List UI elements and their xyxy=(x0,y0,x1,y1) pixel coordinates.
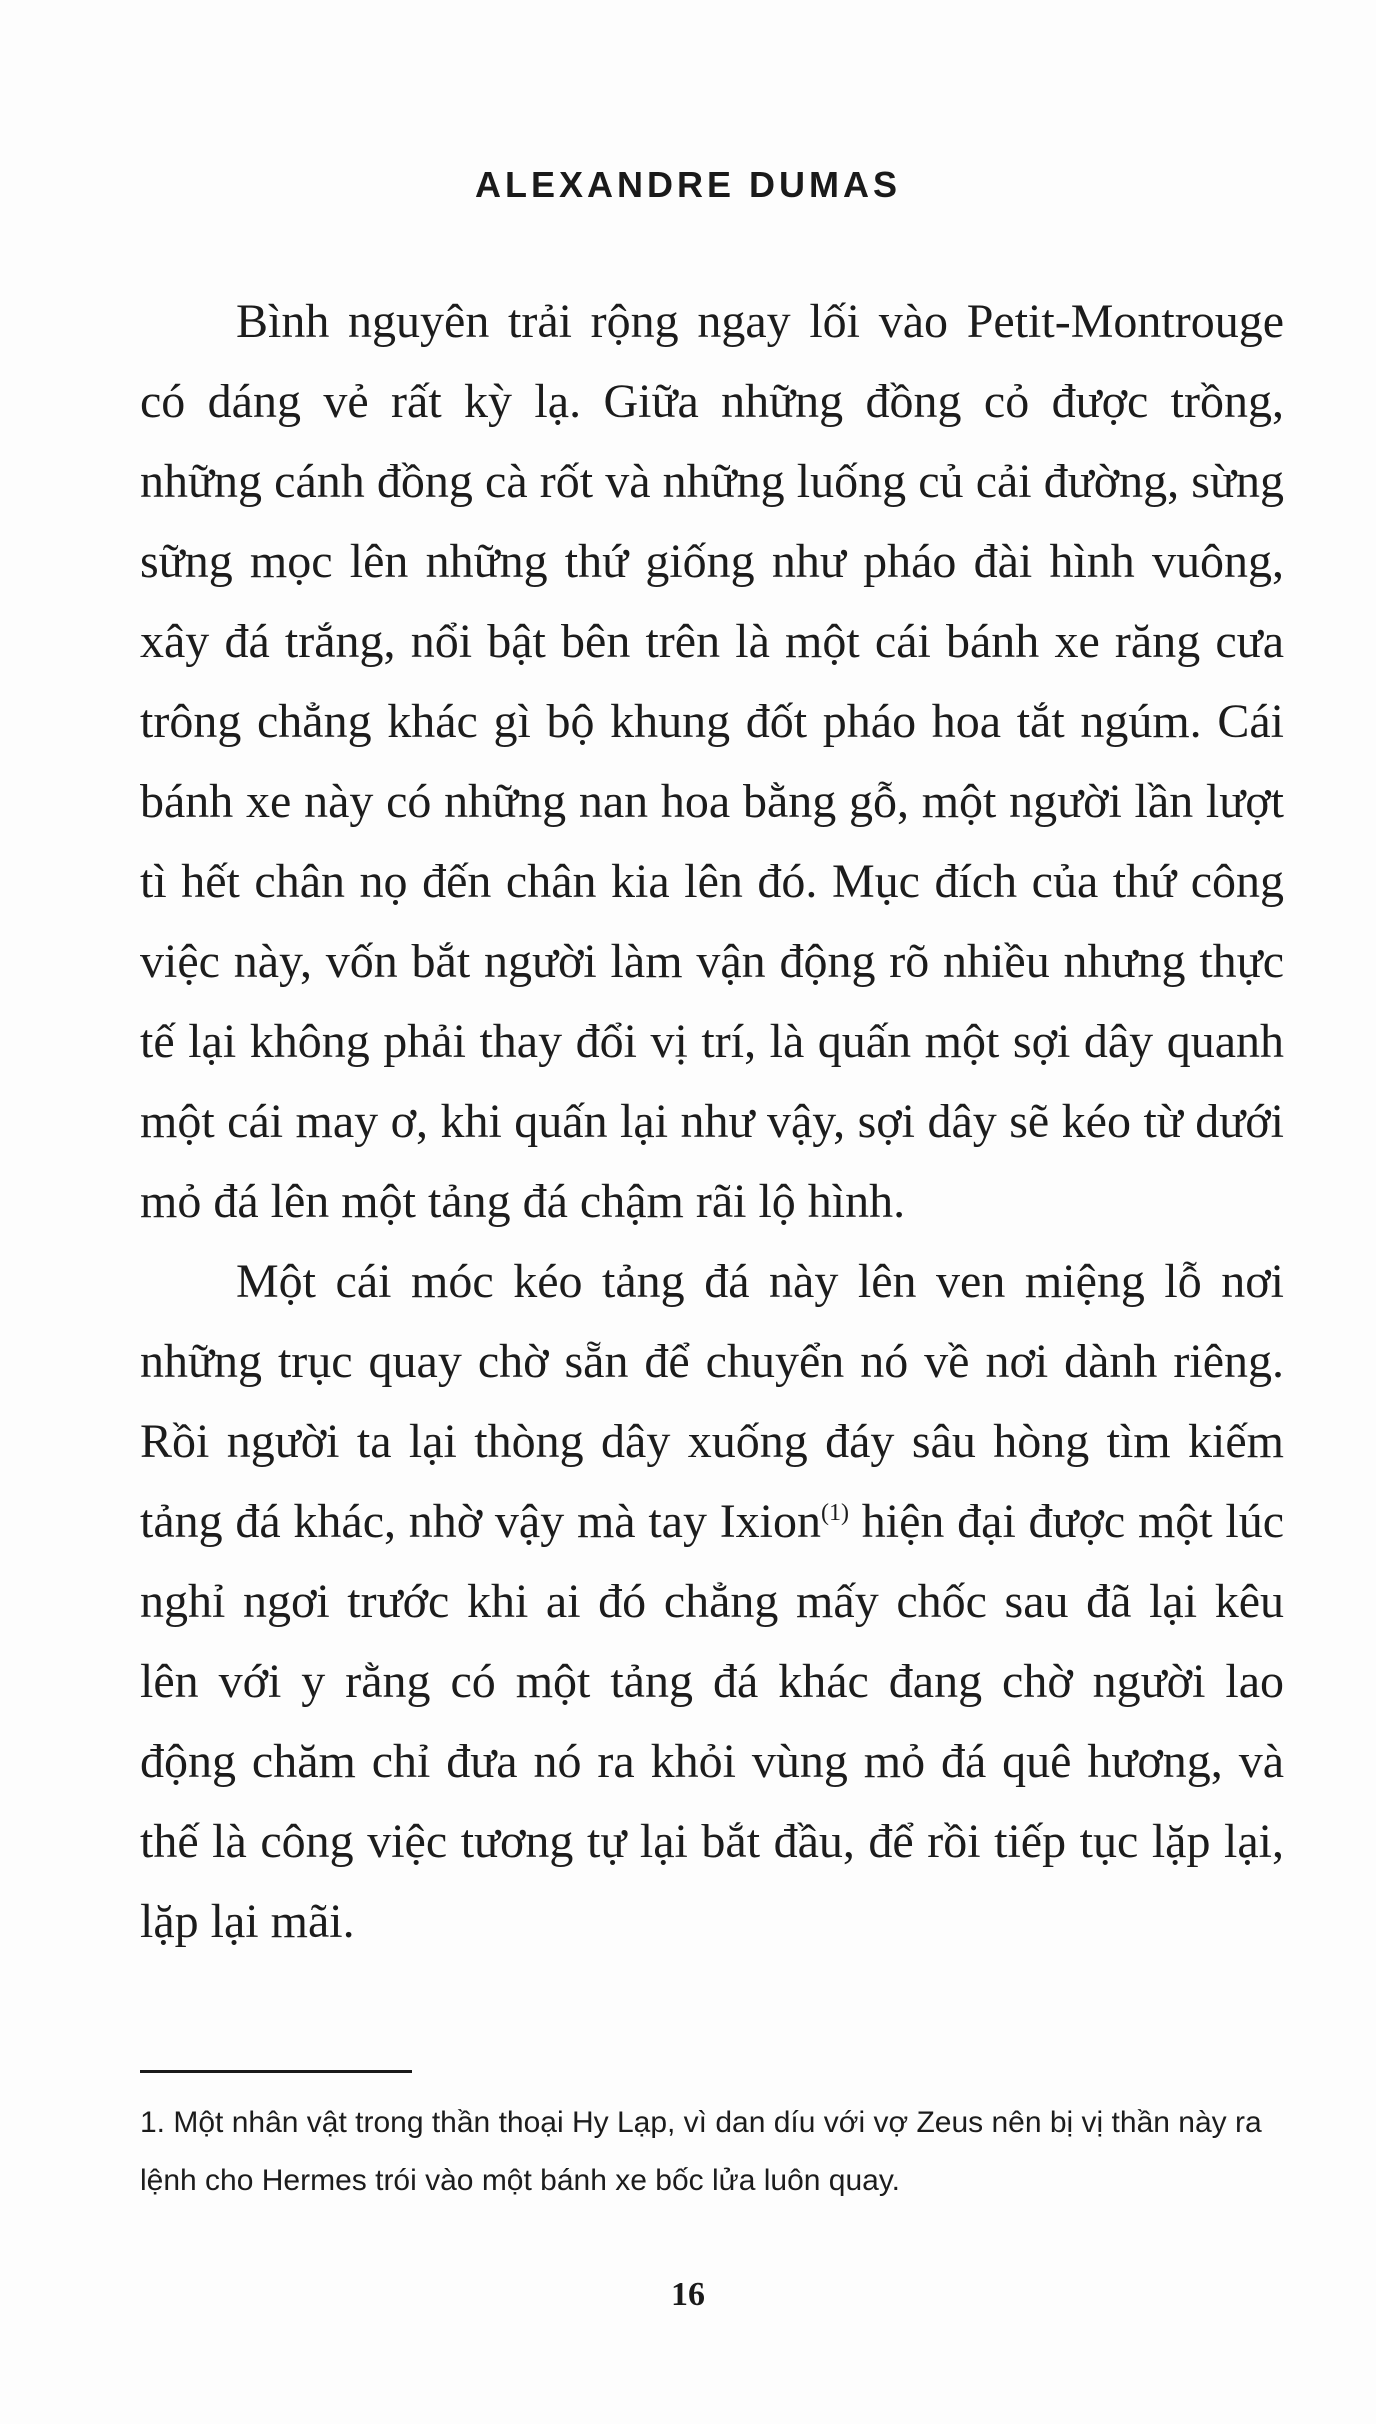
footnote-divider xyxy=(140,2070,412,2073)
paragraph-1: Bình nguyên trải rộng ngay lối vào Petit-Montrouge có dáng vẻ rất kỳ lạ. Giữa những đồng cỏ được trồng, những cánh đồng cà rốt và những luống củ cải đường, sừng sững mọc lên những thứ giống như pháo đài hình vuông, xây đá trắng, nổi bật bên trên là một cái bánh xe răng cưa trông chẳng khác gì bộ khung đốt pháo hoa tắt ngúm. Cái bánh xe này có những nan hoa bằng gỗ, một người lần lượt tì hết chân nọ đến chân kia lên đó. Mục đích của thứ công việc này, vốn bắt người làm vận động rõ nhiều nhưng thực tế lại không phải thay đổi vị trí, là quấn một sợi dây quanh một cái may ơ, khi quấn lại như vậy, sợi dây sẽ kéo từ dưới mỏ đá lên một tảng đá chậm rãi lộ hình. xyxy=(140,295,1284,1228)
footnote-reference: (1) xyxy=(821,1500,850,1526)
running-header: ALEXANDRE DUMAS xyxy=(474,164,901,205)
body-text xyxy=(140,282,1284,1962)
page-number: 16 xyxy=(671,2276,705,2313)
footnote: 1. Một nhân vật trong thần thoại Hy Lạp, vì dan díu với vợ Zeus nên bị vị thần này ra lệnh cho Hermes trói vào một bánh xe bốc lửa luôn quay. xyxy=(140,2106,1262,2197)
paragraph-2-text-after: hiện đại được một lúc nghỉ ngơi trước khi ai đó chẳng mấy chốc sau đã lại kêu lên với y rằng có một tảng đá khác đang chờ người lao động chăm chỉ đưa nó ra khỏi vùng mỏ đá quê hương, và thế là công việc tương tự lại bắt đầu, để rồi tiếp tục lặp lại, lặp lại mãi. xyxy=(140,1495,1285,1948)
paragraph-2 xyxy=(140,1242,1284,1962)
paragraph-2-text-before: Một cái móc kéo tảng đá này lên ven miệng lỗ nơi những trục quay chờ sẵn để chuyển nó về nơi dành riêng. Rồi người ta lại thòng dây xuống đáy sâu hòng tìm kiếm tảng đá khác, nhờ vậy mà tay Ixion xyxy=(140,1255,1284,1548)
